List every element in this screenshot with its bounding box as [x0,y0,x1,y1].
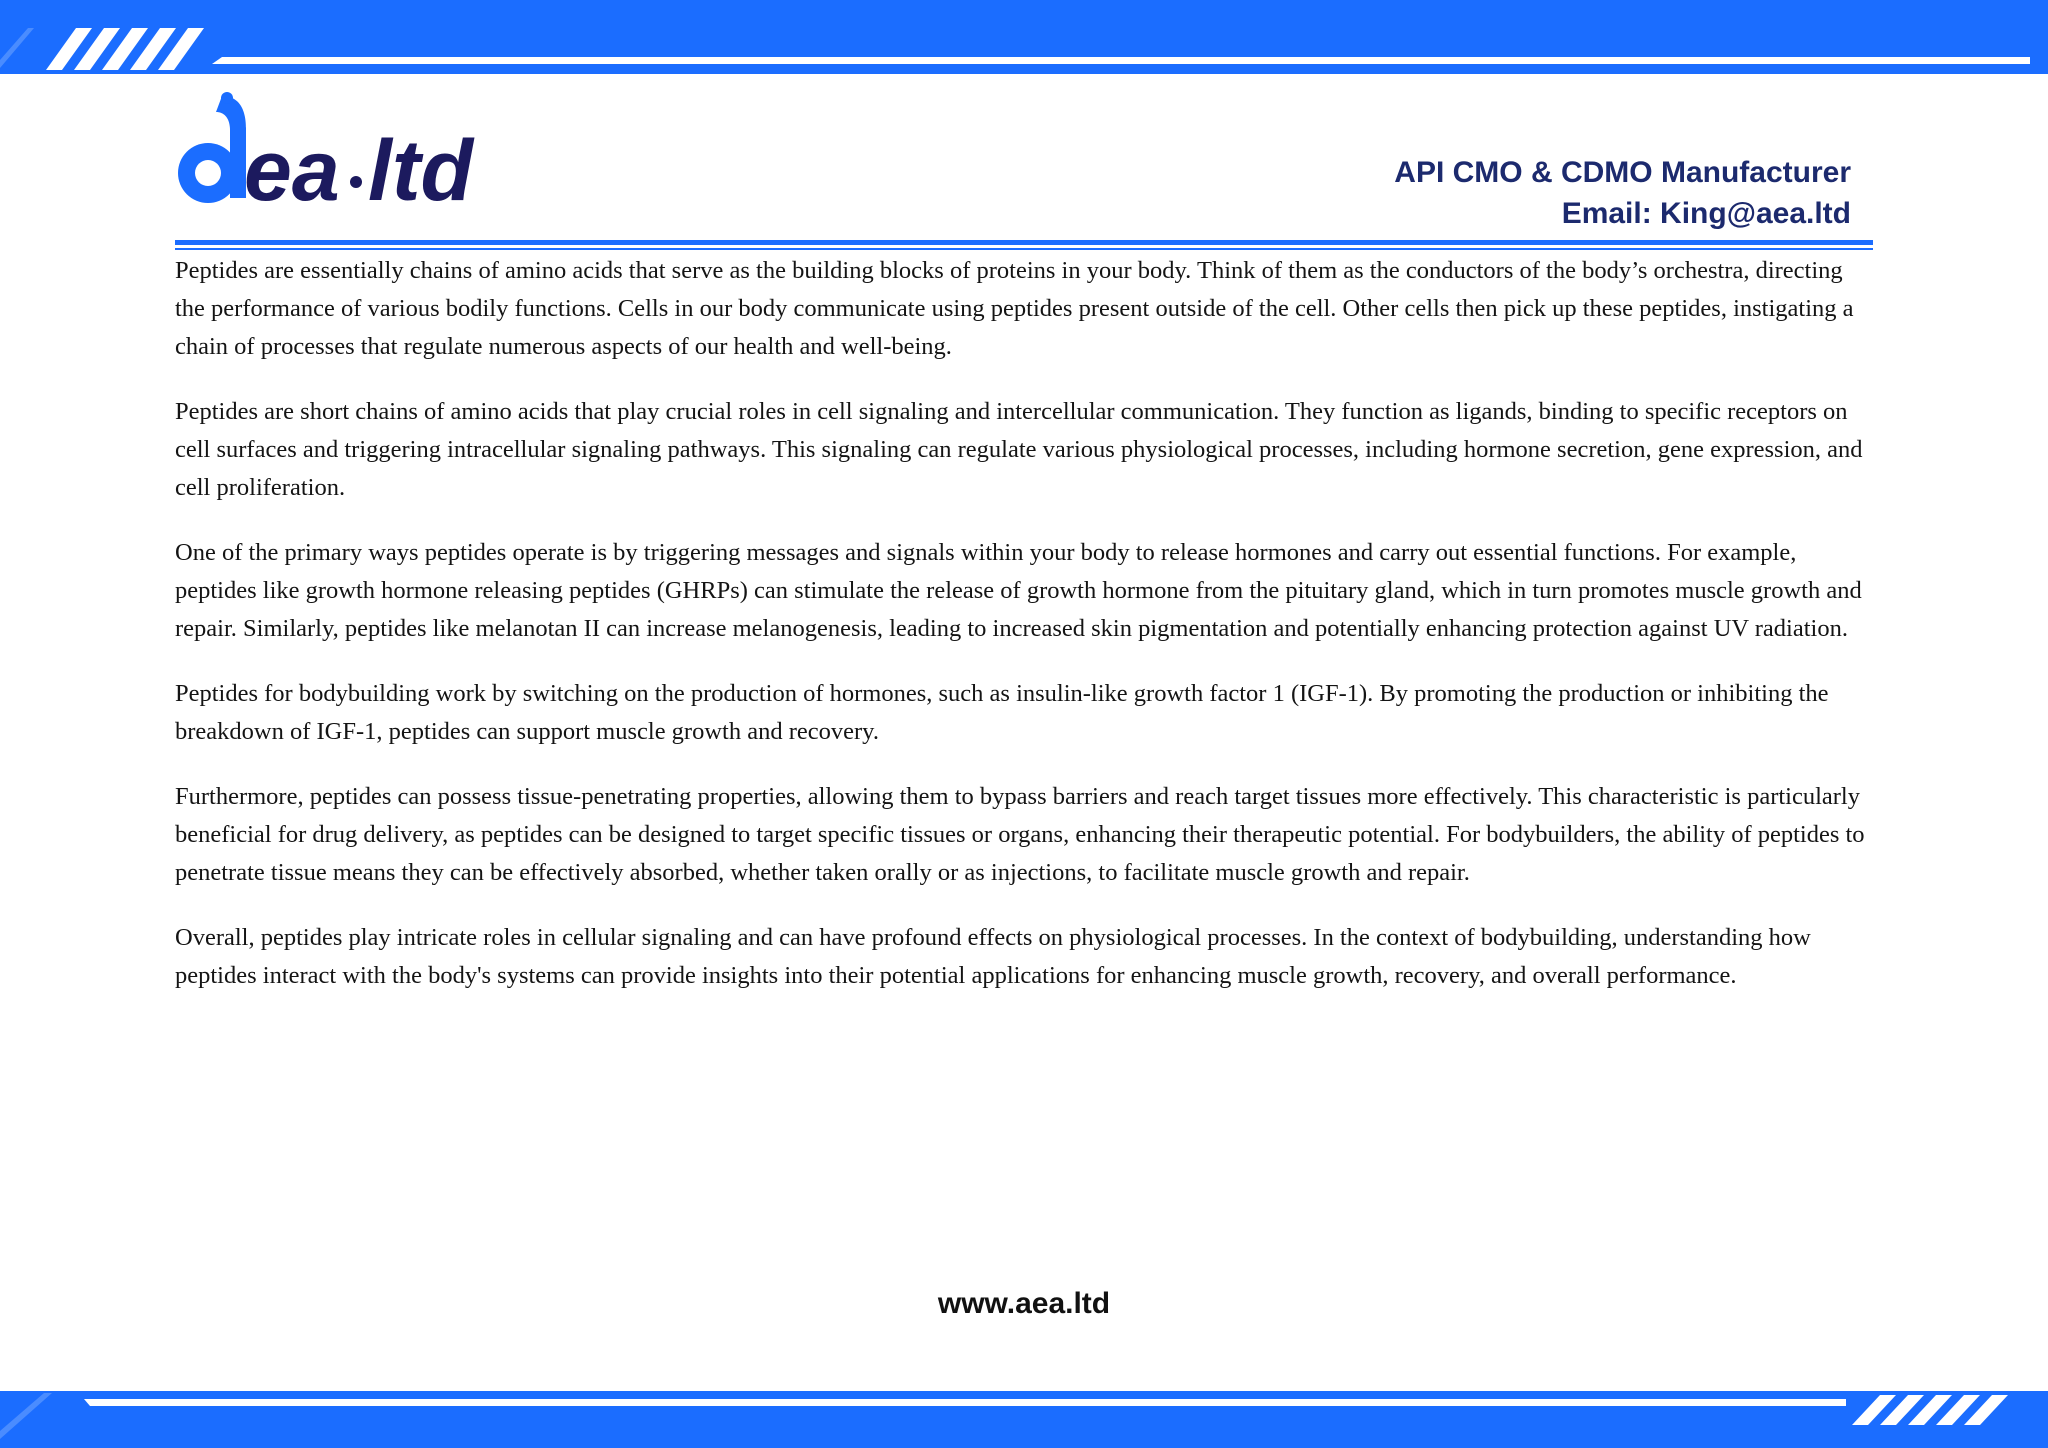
footer-website[interactable]: www.aea.ltd [937,1287,1111,1320]
header-contact [1394,152,1851,234]
paragraph: Peptides are essentially chains of amino acids that serve as the building blocks of proteins in your body. Think of them as the conductors of the body’s orchestra, directing the performance of various bodily functions. Cells in our body communicate using peptides present outside of the cell. Other cells then pick up these peptides, instigating a chain of processes that regulate numerous aspects of our health and well-being. [175,257,1854,360]
paragraph: Overall, peptides play intricate roles in cellular signaling and can have profound effects on physiological processes. In the context of bodybuilding, understanding how peptides interact with the body's systems can provide insights into their potential applications for enhancing muscle growth, recovery, and overall performance. [175,924,1811,989]
paragraph: Peptides for bodybuilding work by switching on the production of hormones, such as insulin-like growth factor 1 (IGF-1). By promoting the production or inhibiting the breakdown of IGF-1, peptides can support muscle growth and recovery. [175,680,1829,745]
logo-text-ea: ea [244,123,340,213]
logo-text-ltd: ltd [368,123,474,213]
header-email[interactable]: Email: King@aea.ltd [1561,197,1851,230]
top-banner-graphic [0,0,2048,74]
paragraph: One of the primary ways peptides operate is by triggering messages and signals within your body to release hormones and carry out essential functions. For example, peptides like growth hormone releasing peptides (GHRPs) can stimulate the release of growth hormone from the pituitary gland, which in turn promotes muscle growth and repair. Similarly, peptides like melanotan II can increase melanogenesis, leading to increased skin pigmentation and potentially enhancing protection against UV radiation. [175,539,1862,642]
bottom-banner-graphic [0,1391,2048,1448]
paragraph: Peptides are short chains of amino acids that play crucial roles in cell signaling and intercellular communication. They function as ligands, binding to specific receptors on cell surfaces and triggering intracellular signaling pathways. This signaling can regulate various physiological processes, including hormone secretion, gene expression, and cell proliferation. [175,398,1863,501]
header-divider-thin [175,248,1873,250]
header-tagline: API CMO & CDMO Manufacturer [1394,156,1851,189]
top-banner [0,0,2048,74]
article-body [175,252,1875,1022]
header-divider-thick [175,240,1873,245]
bottom-banner [0,1391,2048,1448]
logo-mark [172,88,502,213]
aea-ltd-logo [172,88,502,213]
paragraph: Furthermore, peptides can possess tissue-penetrating properties, allowing them to bypass barriers and reach target tissues more effectively. This characteristic is particularly beneficial for drug delivery, as peptides can be designed to target specific tissues or organs, enhancing their therapeutic potential. For bodybuilders, the ability of peptides to penetrate tissue means they can be effectively absorbed, whether taken orally or as injections, to facilitate muscle growth and repair. [175,783,1865,886]
